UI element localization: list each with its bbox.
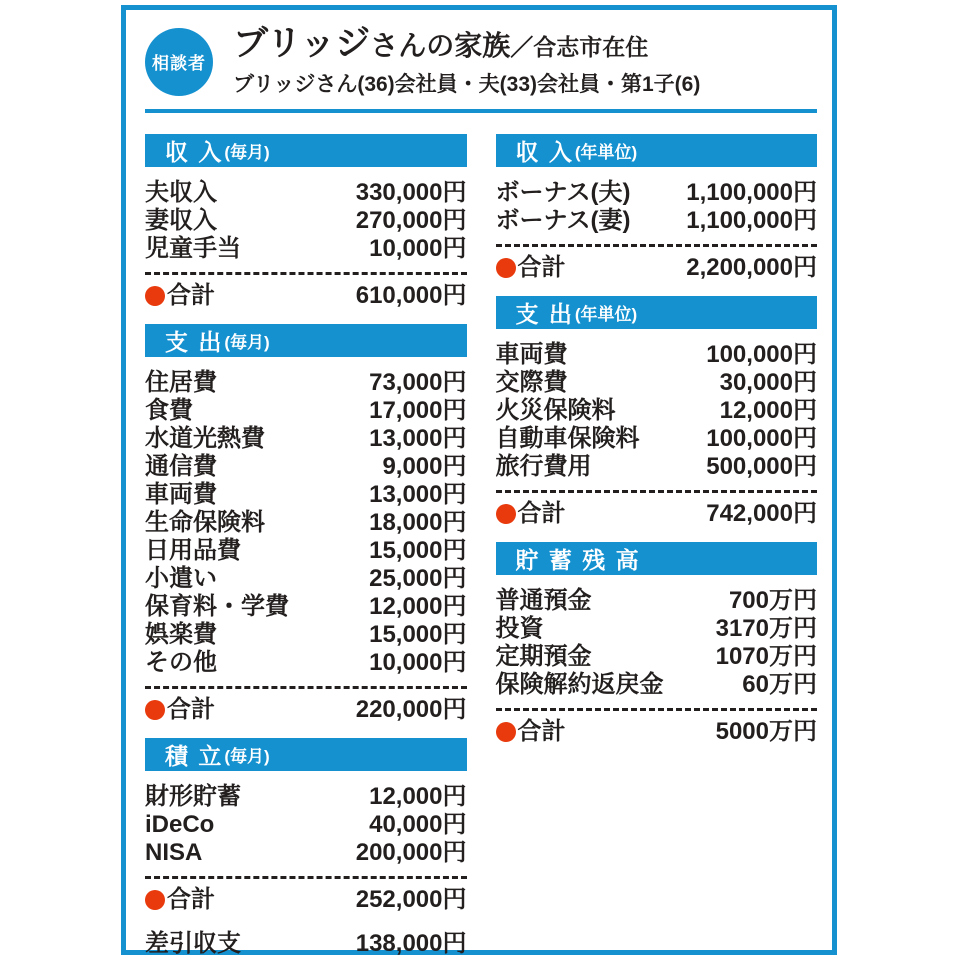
section-title-note: (毎月) <box>224 142 270 162</box>
item-label: 水道光熱費 <box>145 424 265 452</box>
total-bullet-icon <box>145 286 165 306</box>
item-value: 270,000円 <box>355 206 467 234</box>
section-title-note: (毎月) <box>224 746 270 766</box>
item-row <box>496 179 818 207</box>
item-row <box>145 621 467 649</box>
item-row <box>145 453 467 481</box>
section-header <box>496 296 818 329</box>
dashed-separator <box>496 490 818 493</box>
item-value: 12,000円 <box>369 782 467 810</box>
section-header <box>145 738 467 771</box>
budget-section <box>496 296 818 528</box>
total-bullet-icon <box>496 504 516 524</box>
item-label: 食費 <box>145 396 193 424</box>
budget-section <box>145 134 467 310</box>
item-row <box>496 425 818 453</box>
section-header <box>496 542 818 575</box>
total-value: 610,000円 <box>355 281 467 309</box>
dashed-separator <box>496 708 818 711</box>
left-column <box>145 134 467 958</box>
item-row <box>145 509 467 537</box>
dashed-separator <box>145 272 467 275</box>
item-label: NISA <box>145 838 203 866</box>
item-row <box>145 783 467 811</box>
item-row <box>145 537 467 565</box>
item-label: その他 <box>145 648 217 676</box>
section-title: 収 入 <box>515 138 574 165</box>
family-name: ブリッジ <box>233 24 371 63</box>
page-subtitle: ブリッジさん(36)会社員・夫(33)会社員・第1子(6) <box>233 72 701 96</box>
item-value: 330,000円 <box>355 178 467 206</box>
item-value: 60万円 <box>742 670 817 698</box>
item-row <box>496 207 818 235</box>
item-value: 13,000円 <box>369 480 467 508</box>
residence-note: ／合志市在住 <box>510 34 649 60</box>
item-value: 9,000円 <box>382 452 467 480</box>
item-label: 住居費 <box>145 368 217 396</box>
item-value: 1,100,000円 <box>686 178 817 206</box>
total-row <box>145 282 467 310</box>
item-value: 25,000円 <box>369 564 467 592</box>
item-value: 12,000円 <box>719 396 817 424</box>
item-label: 車両費 <box>495 340 568 368</box>
section-title-note: (年単位) <box>574 304 638 324</box>
item-label: 娯楽費 <box>145 620 217 648</box>
item-row <box>496 671 818 699</box>
consultant-badge-label: 相談者 <box>152 54 206 74</box>
item-row <box>496 453 818 481</box>
dashed-separator <box>145 876 467 879</box>
item-label: 夫収入 <box>145 178 217 206</box>
item-label: 日用品費 <box>145 536 241 564</box>
right-column <box>496 134 818 958</box>
total-bullet-icon <box>496 258 516 278</box>
item-value: 1070万円 <box>715 642 817 670</box>
item-row <box>496 615 818 643</box>
item-row <box>145 565 467 593</box>
item-row <box>496 397 818 425</box>
dashed-separator <box>496 244 818 247</box>
item-row <box>145 649 467 677</box>
item-value: 10,000円 <box>369 234 467 262</box>
item-label: 交際費 <box>495 368 568 396</box>
item-row <box>145 179 467 207</box>
item-label: ボーナス(妻) <box>495 206 631 234</box>
section-header <box>145 134 467 167</box>
total-label: 合計 <box>167 281 215 309</box>
item-value: 30,000円 <box>719 368 817 396</box>
total-bullet-icon <box>496 722 516 742</box>
item-row <box>145 593 467 621</box>
section-title: 積 立 <box>165 742 224 769</box>
item-value: 73,000円 <box>369 368 467 396</box>
item-value: 40,000円 <box>369 810 467 838</box>
section-title: 支 出 <box>515 300 574 327</box>
item-label: 保育料・学費 <box>145 592 289 620</box>
item-label: 車両費 <box>145 480 217 508</box>
section-header <box>496 134 818 167</box>
item-label: 児童手当 <box>145 234 241 262</box>
item-value: 200,000円 <box>355 838 467 866</box>
item-label: 通信費 <box>145 452 217 480</box>
total-value: 2,200,000円 <box>686 253 817 281</box>
section-header <box>145 324 467 357</box>
item-row <box>145 839 467 867</box>
total-value: 742,000円 <box>706 499 817 527</box>
item-label: 財形貯蓄 <box>145 782 241 810</box>
section-title-note: (毎月) <box>224 332 270 352</box>
item-label: 定期預金 <box>495 642 592 670</box>
item-row <box>145 207 467 235</box>
budget-section <box>496 542 818 746</box>
item-label: ボーナス(夫) <box>495 178 631 206</box>
item-row <box>496 369 818 397</box>
item-row <box>145 425 467 453</box>
item-label: iDeCo <box>145 810 215 838</box>
total-row <box>496 254 818 282</box>
total-bullet-icon <box>145 890 165 910</box>
total-row <box>145 886 467 914</box>
item-label: 投資 <box>495 614 544 642</box>
item-value: 12,000円 <box>369 592 467 620</box>
total-row <box>496 718 818 746</box>
card-header <box>145 26 817 98</box>
total-value: 5000万円 <box>715 717 817 745</box>
net-balance-row <box>145 930 467 958</box>
net-balance-label: 差引収支 <box>145 929 241 957</box>
item-value: 15,000円 <box>369 536 467 564</box>
item-value: 15,000円 <box>369 620 467 648</box>
budget-section <box>145 738 467 914</box>
item-label: 旅行費用 <box>495 452 592 480</box>
item-value: 100,000円 <box>706 340 817 368</box>
total-label: 合計 <box>517 253 566 281</box>
item-row <box>496 643 818 671</box>
budget-columns <box>145 134 817 958</box>
item-value: 1,100,000円 <box>686 206 817 234</box>
family-suffix: さんの家族 <box>370 30 511 61</box>
total-row <box>496 500 818 528</box>
section-title: 収 入 <box>165 138 224 165</box>
total-bullet-icon <box>145 700 165 720</box>
item-label: 自動車保険料 <box>495 424 640 452</box>
item-label: 小遣い <box>145 564 217 592</box>
section-title: 貯 蓄 残 高 <box>515 546 641 573</box>
consultation-card <box>121 5 837 955</box>
total-label: 合計 <box>517 499 566 527</box>
item-value: 17,000円 <box>369 396 467 424</box>
section-title: 支 出 <box>165 328 224 355</box>
item-label: 妻収入 <box>145 206 217 234</box>
net-balance-value: 138,000円 <box>355 929 467 957</box>
item-row <box>496 341 818 369</box>
item-label: 火災保険料 <box>495 396 616 424</box>
item-row <box>145 397 467 425</box>
item-value: 3170万円 <box>715 614 817 642</box>
page-title <box>233 26 700 63</box>
consultant-badge <box>145 28 213 96</box>
budget-section <box>496 134 818 282</box>
item-row <box>145 235 467 263</box>
item-value: 100,000円 <box>706 424 817 452</box>
item-label: 保険解約返戻金 <box>495 670 664 698</box>
total-value: 252,000円 <box>355 885 467 913</box>
total-label: 合計 <box>517 717 566 745</box>
item-row <box>496 587 818 615</box>
total-value: 220,000円 <box>355 695 467 723</box>
item-value: 500,000円 <box>706 452 817 480</box>
item-row <box>145 481 467 509</box>
header-divider <box>145 109 817 113</box>
item-label: 普通預金 <box>495 586 592 614</box>
item-value: 13,000円 <box>369 424 467 452</box>
dashed-separator <box>145 686 467 689</box>
item-label: 生命保険料 <box>145 508 265 536</box>
item-value: 700万円 <box>728 586 817 614</box>
total-label: 合計 <box>167 695 215 723</box>
item-value: 18,000円 <box>369 508 467 536</box>
total-row <box>145 696 467 724</box>
budget-section <box>145 324 467 724</box>
item-row <box>145 811 467 839</box>
item-value: 10,000円 <box>369 648 467 676</box>
item-row <box>145 369 467 397</box>
title-block <box>233 26 700 98</box>
section-title-note: (年単位) <box>574 142 638 162</box>
total-label: 合計 <box>167 885 215 913</box>
